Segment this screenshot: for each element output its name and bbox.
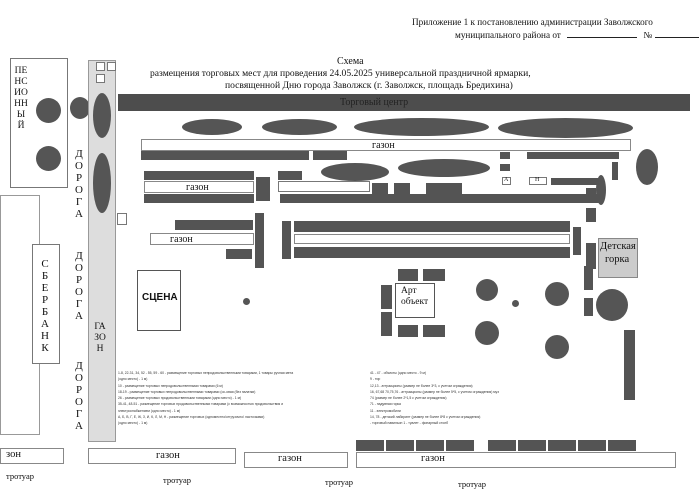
stall-column — [624, 330, 635, 400]
bottom-lawn-label: газон — [278, 453, 302, 464]
legend-right-line: 9 - тир — [370, 377, 381, 382]
small-square — [117, 213, 127, 225]
stall-row — [500, 152, 510, 159]
sidewalk-label: тротуар — [325, 477, 353, 487]
stall-row — [578, 440, 606, 451]
flowerbed — [262, 119, 337, 135]
legend-left-line: 26 - размещение торговых продовольственными товарами (одно место) - 1 м) — [118, 396, 242, 401]
attraction-circle — [545, 335, 569, 359]
stall-row — [280, 194, 600, 203]
tree — [93, 153, 111, 213]
header-date-blank — [567, 37, 637, 38]
legend-left — [118, 370, 293, 427]
road-label-2: ДОРОГА — [75, 250, 83, 322]
flowerbed — [182, 119, 242, 135]
stall-row — [488, 440, 516, 451]
tree — [93, 93, 111, 138]
header-number-sign: № — [643, 30, 653, 40]
pension-fund-label: ПЕНСИОННЫЙ — [14, 66, 28, 131]
stall-small — [586, 188, 596, 202]
flowerbed — [321, 163, 389, 181]
bottom-lawn — [356, 452, 676, 468]
art-stall — [398, 325, 418, 337]
legend-right — [370, 370, 499, 427]
road-label-1: ДОРОГА — [75, 148, 83, 220]
attraction-circle — [545, 282, 569, 306]
attraction-box-a-label: А — [504, 177, 509, 183]
legend-right-line: 71 - надувная горка — [370, 402, 401, 407]
legend-left-line: электроснабжением (одно место) - 1 м) — [118, 408, 181, 413]
attraction-box-n-label: Н — [535, 177, 540, 183]
legend-right-line: 41 - 47 - объекты (одно место - 9 м) — [370, 371, 426, 375]
bottom-lawn-label: газон — [156, 450, 180, 461]
flowerbed — [398, 159, 490, 177]
small-square — [107, 62, 116, 71]
flowerbed — [354, 118, 489, 136]
stall-row — [551, 178, 599, 185]
art-stall — [398, 269, 418, 281]
sidewalk-label: тротуар — [458, 479, 486, 489]
stall-column — [255, 213, 264, 268]
flowerbed — [636, 149, 658, 185]
stage-label: СЦЕНА — [142, 292, 178, 303]
stall-row — [313, 151, 347, 160]
art-object-label: Арт объект — [401, 286, 429, 307]
bottom-lawn-label: зон — [6, 449, 21, 460]
art-stall — [423, 325, 445, 337]
legend-right-line: 16, 67,68 70,75,76 - аттракционы (размер не более 5*5, с учетом ограждения) муз — [370, 389, 499, 394]
lawn-label: газон — [170, 234, 193, 245]
stall-row — [278, 181, 370, 192]
legend-right-line: 14, 78 - детский лабиринт (размер не более 8*8 с учетом ограждения) — [370, 415, 481, 420]
header-number-blank — [655, 37, 699, 38]
stall-block — [584, 298, 593, 316]
stall-row — [608, 440, 636, 451]
sidewalk-label: тротуар — [6, 471, 34, 481]
legend-right-line: 12,13 - аттракционы (размер не более 3*3, с учетом ограждения) — [370, 383, 473, 388]
stall-row — [144, 194, 254, 203]
kids-slide-label-2: горка — [605, 254, 630, 265]
stall-small — [612, 162, 618, 180]
stall-block — [584, 266, 593, 290]
stall-row — [294, 221, 570, 232]
gazon-vertical-label: ГАЗОН — [94, 322, 106, 354]
road-label-3: ДОРОГА — [75, 360, 83, 432]
stall-row — [175, 220, 253, 230]
bottom-lawn-label: газон — [421, 453, 445, 464]
stall-small — [586, 208, 596, 222]
legend-left-line: А, Б, В, Г, Е, Ж, З, И, К, Л, М, Н - размещение торговых (одноместно/отгрузочно/ ласточками) — [118, 415, 265, 420]
stall-row — [278, 171, 302, 180]
stall-row — [548, 440, 576, 451]
lawn-label: газон — [372, 140, 395, 151]
legend-right-line: 74 (размер не более 2*1,5 с учетом ограждения) — [370, 396, 447, 401]
sidewalk-label: тротуар — [163, 475, 191, 485]
sberbank-label: СБЕРБАНК — [41, 258, 49, 354]
art-stall — [381, 285, 392, 309]
tree — [36, 98, 61, 123]
attraction-circle — [475, 321, 499, 345]
legend-left-line: 18-19 - размещение торговых непродовольственными товарами (ос-овая (без палатки) — [118, 389, 256, 394]
stall-row — [518, 440, 546, 451]
art-stall — [423, 269, 445, 281]
stall-row — [141, 151, 309, 160]
legend-left-line: 10 - размещение торговых непродовольственными товарами (6 м) — [118, 383, 223, 388]
lawn-label: газон — [186, 182, 209, 193]
stall-small — [500, 164, 510, 171]
legend-left-line: (одно место) - 1 м) — [118, 421, 148, 426]
flowerbed — [498, 118, 633, 138]
legend-right-line: - торговый павильон 1 - туалет - фонарный столб — [370, 421, 449, 426]
legend-left-line: 1-8, 22-31, 34, 52 - 55, 59 - 60 - размещение торговых непродовольственными товарами, 1 товары ручная мета — [118, 371, 294, 375]
stall-row — [527, 152, 619, 159]
appendix-header-line2 — [455, 30, 699, 40]
legend-left-line: (одно место) - 1 м) — [118, 377, 148, 382]
stall-small — [573, 227, 581, 255]
lamp-post — [512, 300, 519, 307]
stall-row — [226, 249, 252, 259]
schema-subtitle-line2: посвященной Дню города Заволжск (г. Заволжск, площадь Бредихина) — [225, 80, 513, 91]
small-square — [96, 74, 105, 83]
stall-row — [144, 171, 254, 180]
attraction-circle — [596, 289, 628, 321]
art-stall — [381, 312, 392, 336]
legend-right-line: 11 - электромобили — [370, 408, 401, 413]
small-square — [96, 62, 105, 71]
stall-row — [294, 247, 570, 258]
stall-block — [256, 177, 270, 201]
stall-column — [282, 221, 291, 259]
appendix-header-line1: Приложение 1 к постановлению администрации Заволжского — [412, 17, 653, 27]
tree — [70, 97, 90, 119]
legend-left-line: 35-41, 48-51 - размещение торговых продовольственными товарами (с возможностью продовольствия и — [118, 402, 284, 407]
stall-row — [356, 440, 384, 451]
attraction-circle — [476, 279, 498, 301]
kids-slide-label-1: Детская — [600, 241, 636, 252]
lamp-post — [243, 298, 250, 305]
header-date-prefix: муниципального района от — [455, 30, 561, 40]
tree — [36, 146, 61, 171]
schema-title: Схема — [337, 56, 364, 67]
stall-row — [446, 440, 474, 451]
stall-row — [416, 440, 444, 451]
stall-row — [386, 440, 414, 451]
schema-subtitle-line1: размещения торговых мест для проведения 24.05.2025 универсальной праздничной ярмарки, — [150, 68, 531, 79]
trade-center-label: Торговый центр — [340, 97, 409, 108]
lawn-block — [294, 234, 570, 244]
lawn-block — [150, 233, 254, 245]
